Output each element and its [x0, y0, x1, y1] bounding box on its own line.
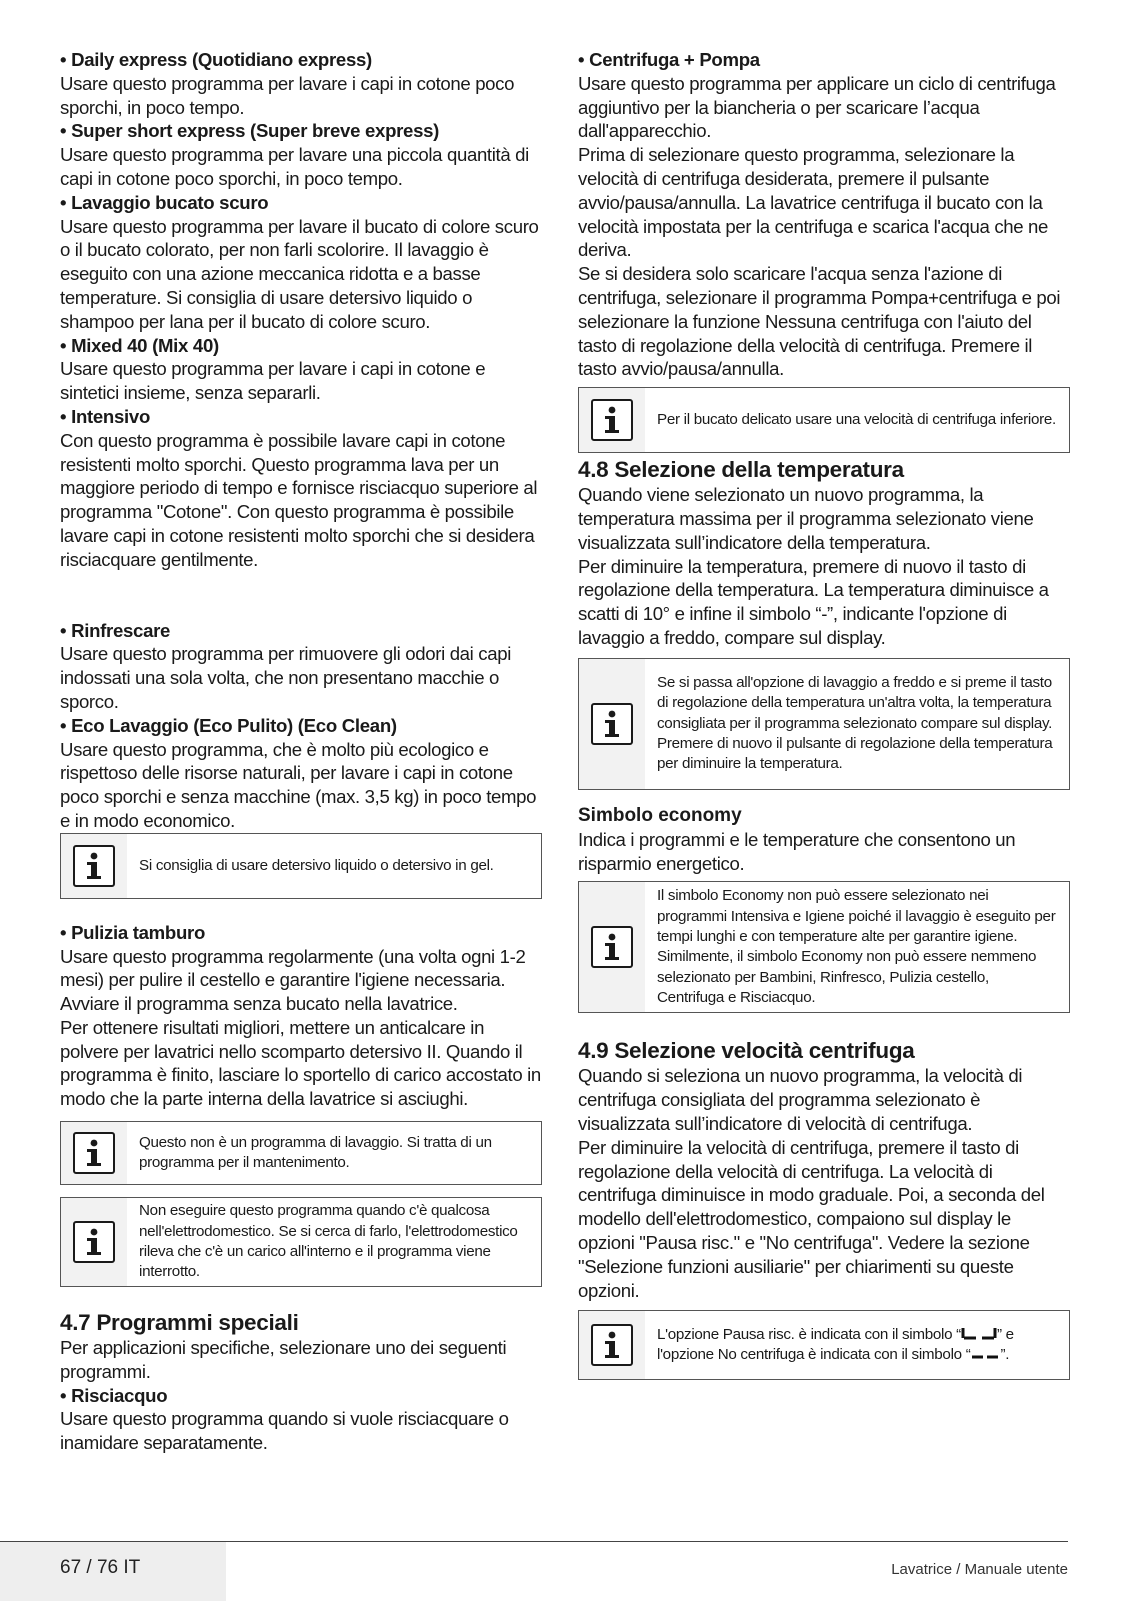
pulizia-text-2: Per ottenere risultati migliori, mettere un anticalcare in polvere per lavatrici nello scomparto detersivo II. Quando il programma è finito, lasciare lo sportello di carico accostato in modo che la parte interna della lavatrice si asciughi.: [60, 1016, 541, 1110]
speciali-text: Per applicazioni specifiche, selezionare uno dei seguenti programmi.: [60, 1337, 507, 1382]
info-icon: [591, 703, 633, 745]
info-icon: [591, 399, 633, 441]
rinfrescare-title: • Rinfrescare: [60, 619, 171, 641]
super-short-text: Usare questo programma per lavare una piccola quantità di capi in cotone poco sporchi, in poco tempo.: [60, 144, 529, 189]
temperatura-heading: 4.8 Selezione della temperatura: [578, 457, 904, 483]
left-column: [60, 48, 542, 1455]
daily-express-title: • Daily express (Quotidiano express): [60, 49, 372, 70]
speciali-heading: 4.7 Programmi speciali: [60, 1310, 299, 1336]
page-footer: [0, 1541, 1128, 1601]
pulizia-text-1: Usare questo programma regolarmente (una volta ogni 1-2 mesi) per pulire il cestello e garantire l'igiene necessaria. Avviare il programma senza bucato nella lavatrice.: [60, 945, 526, 1015]
economy-note-text: Il simbolo Economy non può essere selezionato nei programmi Intensiva e Igiene poiché il lavaggio è eseguito per tempi lunghi e con temperature alte per garantire igiene. Similmente, il simbolo Economy non può essere nemmeno selezionato per Bambini, Rinfresco, Pulizia cestello, Centrifuga e Risciacquo.: [657, 887, 1056, 1007]
eco-note: [60, 833, 542, 899]
bucato-scuro-text: Usare questo programma per lavare il bucato di colore scuro o il bucato colorato, per non farli scolorire. Il lavaggio è eseguito con una azione meccanica ridotta e a basse temperature. Si consiglia di usare detersivo liquido o shampoo per lana per il bucato di colore scuro.: [60, 215, 539, 332]
risciacquo-text: Usare questo programma quando si vuole risciacquare o inamidare separatamente.: [60, 1408, 509, 1454]
economy-note: [578, 881, 1070, 1013]
mixed-text: Usare questo programma per lavare i capi in cotone e sintetici insieme, senza separarli.: [60, 358, 486, 404]
temperatura-text-1: Quando viene selezionato un nuovo programma, la temperatura massima per il programma selezionato viene visualizzata sull’indicatore della temperatura.: [578, 484, 1034, 553]
velocita-note: [578, 1310, 1070, 1380]
economy-heading: Simbolo economy: [578, 804, 742, 826]
centrifuga-title: • Centrifuga + Pompa: [578, 49, 760, 70]
velocita-heading: 4.9 Selezione velocità centrifuga: [578, 1038, 915, 1064]
info-icon: [73, 1221, 115, 1263]
mixed-title: • Mixed 40 (Mix 40): [60, 334, 219, 356]
right-column: [578, 48, 1070, 1380]
centrifuga-text-3: Se si desidera solo scaricare l'acqua senza l'azione di centrifuga, selezionare il programma Pompa+centrifuga e poi selezionare la funzione Nessuna centrifuga con l'aiuto del tasto di regolazione della velocità di centrifuga. Premere il tasto avvio/pausa/annulla.: [578, 263, 1061, 380]
temperatura-note-text: Se si passa all'opzione di lavaggio a freddo e si preme il tasto di regolazione della temperatura un'altra volta, la temperatura consigliata per il programma selezionato compare sul display. Premere di nuovo il pulsante di regolazione della temperatura per diminuire la temperatura.: [657, 673, 1053, 773]
info-icon: [591, 1324, 633, 1366]
eco-note-text: Si consiglia di usare detersivo liquido o detersivo in gel.: [139, 856, 494, 874]
intensivo-text: Con questo programma è possibile lavare capi in cotone resistenti molto sporchi. Questo programma lava per un maggiore periodo di tempo e fornisce risciacquo superiore al programma "Cotone". Con questo programma è possibile lavare capi in cotone resistenti molto sporchi che si desidera risciacquare gentilmente.: [60, 429, 538, 570]
velocita-text-2: Per diminuire la velocità di centrifuga, premere il tasto di regolazione della velocità di centrifuga. La velocità di centrifuga diminuisce in modo graduale. Poi, a seconda del modello dell'elettrodomestico, compaiono sul display le opzioni "Pausa risc." e "No centrifuga". Vedere la sezione "Selezione funzioni ausiliarie" per chiarimenti su queste opzioni.: [578, 1136, 1045, 1301]
velocita-text-1: Quando si seleziona un nuovo programma, la velocità di centrifuga consigliata del programma selezionato è visualizzata sull’indicatore di velocità di centrifuga.: [578, 1065, 1023, 1134]
eco-title: • Eco Lavaggio (Eco Pulito) (Eco Clean): [60, 714, 397, 736]
pulizia-title: • Pulizia tamburo: [60, 921, 206, 943]
bucato-scuro-title: • Lavaggio bucato scuro: [60, 191, 269, 213]
temperatura-note: [578, 658, 1070, 790]
pausa-risc-symbol-icon: [961, 1326, 997, 1340]
eco-text: Usare questo programma, che è molto più ecologico e rispettoso delle risorse naturali, per lavare i capi in cotone poco sporchi e senza macchine (max. 3,5 kg) in poco tempo e in modo economico.: [60, 738, 537, 831]
pulizia-note-1-text: Questo non è un programma di lavaggio. Si tratta di un programma per il mantenimento.: [139, 1133, 492, 1172]
rinfrescare-text: Usare questo programma per rimuovere gli odori dai capi indossati una sola volta, che non presentano macchie o sporco.: [60, 643, 511, 712]
pulizia-note-1: [60, 1121, 542, 1185]
velocita-note-text: L'opzione Pausa risc. è indicata con il simbolo “ ” e l'opzione No centrifuga è indicata con il simbolo “ ”.: [657, 1325, 1014, 1364]
info-icon: [73, 845, 115, 887]
centrifuga-text-1: Usare questo programma per applicare un ciclo di centrifuga aggiuntivo per la biancheria o per scaricare l’acqua dall'apparecchio.: [578, 72, 1056, 142]
centrifuga-note: [578, 387, 1070, 453]
info-icon: [591, 926, 633, 968]
pulizia-note-2-text: Non eseguire questo programma quando c'è qualcosa nell'elettrodomestico. Se si cerca di farlo, l'elettrodomestico rileva che c'è un carico all'interno e il programma viene interrotto.: [139, 1202, 518, 1281]
risciacquo-title: • Risciacquo: [60, 1384, 168, 1406]
temperatura-text-2: Per diminuire la temperatura, premere di nuovo il tasto di regolazione della temperatura. La temperatura diminuisce a scatti di 10° e infine il simbolo “-”, indicante l'opzione di lavaggio a freddo, compare sul display.: [578, 555, 1049, 648]
pulizia-note-2: [60, 1197, 542, 1287]
manual-title: Lavatrice / Manuale utente: [891, 1561, 1068, 1578]
daily-express-text: Usare questo programma per lavare i capi in cotone poco sporchi, in poco tempo.: [60, 72, 515, 118]
page-number: 67 / 76 IT: [60, 1557, 141, 1578]
no-centrifuga-symbol-icon: [970, 1346, 1000, 1360]
super-short-title: • Super short express (Super breve express): [60, 120, 440, 142]
centrifuga-note-text: Per il bucato delicato usare una velocità di centrifuga inferiore.: [657, 410, 1056, 428]
economy-text: Indica i programmi e le temperature che consentono un risparmio energetico.: [578, 828, 1016, 874]
centrifuga-text-2: Prima di selezionare questo programma, selezionare la velocità di centrifuga desiderata, premere il pulsante avvio/pausa/annulla. La lavatrice centrifuga il bucato con la velocità impostata per la centrifuga e scarica l'acqua che ne deriva.: [578, 144, 1049, 261]
intensivo-title: • Intensivo: [60, 405, 150, 427]
info-icon: [73, 1132, 115, 1174]
info-icon-cell: [61, 834, 127, 898]
